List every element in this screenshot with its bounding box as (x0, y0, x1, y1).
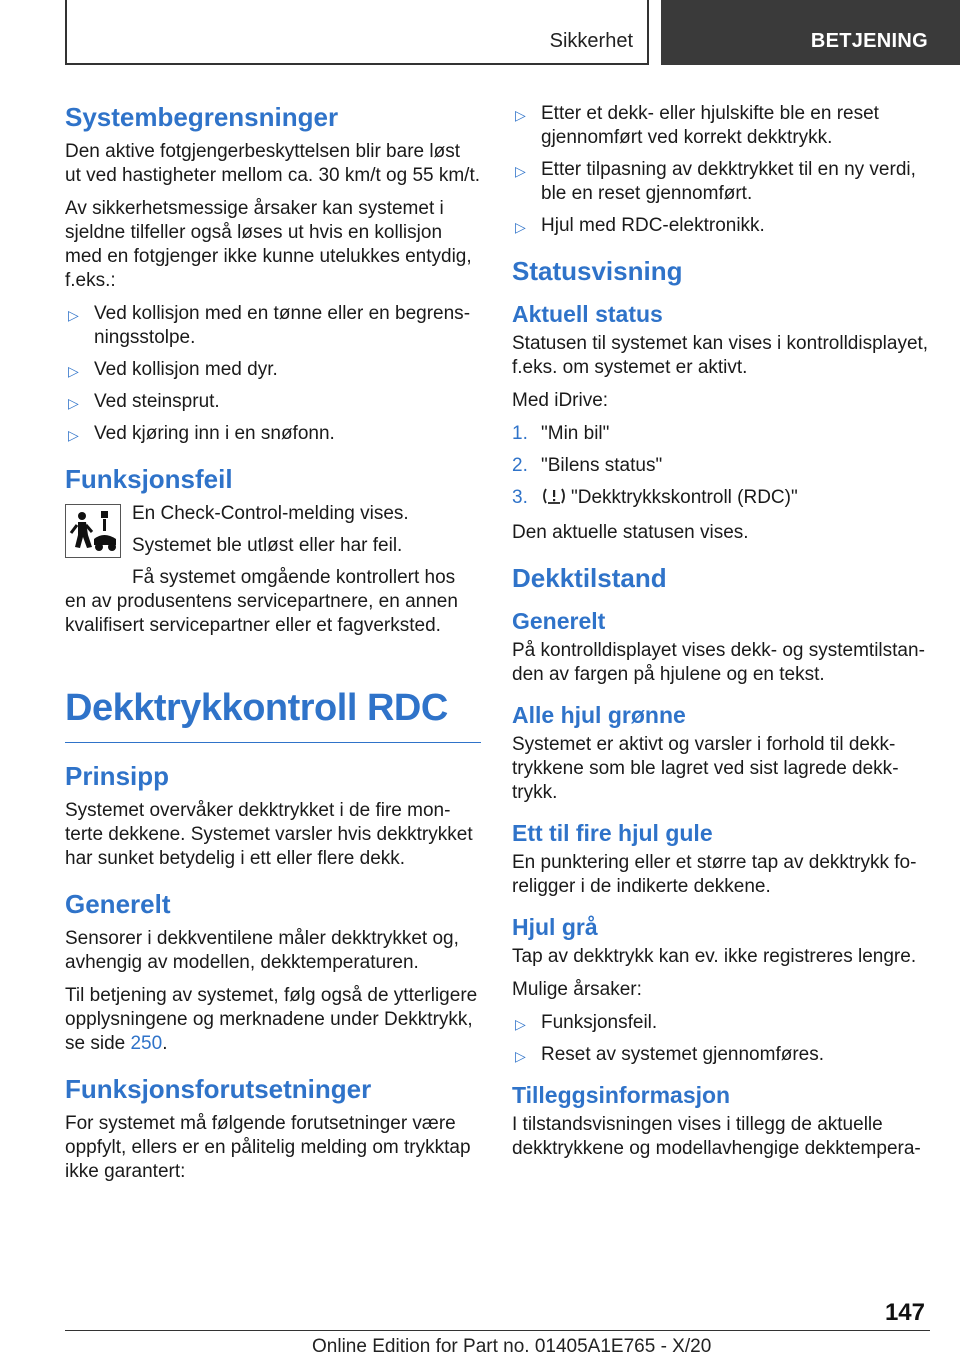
heading-funksjonsforutsetninger: Funksjonsforutsetninger (65, 1074, 372, 1104)
paragraph: Med iDrive: (512, 390, 609, 411)
malfunction-block (65, 502, 481, 638)
header-chapter-tab (661, 0, 960, 65)
list-item: ▷ Ved kollisjon med en tønne eller en begrensningsstolpe. (68, 303, 471, 348)
footer-divider (65, 1330, 930, 1331)
heading-prinsipp: Prinsipp (65, 761, 170, 791)
list-item: ▷ Etter et dekk- eller hjulskifte ble en reset gjennomført ved korrekt dekktrykk. (515, 103, 879, 148)
left-column (65, 102, 481, 1193)
list-item: ▷ Etter tilpasning av dekktrykket til en ny verdi, ble en reset gjennomført. (515, 159, 916, 204)
triangle-right-icon: ▷ (68, 395, 79, 411)
heading-systembegrensninger: Systembegrensninger (65, 102, 339, 132)
tire-pressure-icon (541, 486, 567, 513)
paragraph: Den aktuelle statusen vises. (512, 522, 749, 543)
header-section-box (65, 0, 649, 65)
list-item: ▷ Reset av systemet gjennomføres. (512, 1043, 930, 1067)
list-item: ▷ Ved kjøring inn i en snøfonn. (65, 422, 481, 446)
paragraph: I tilstandsvisningen vises i tillegg de aktuelle dekktrykkene og modellavhengige dekktempera- (512, 1114, 921, 1159)
triangle-right-icon: ▷ (68, 307, 79, 323)
paragraph: På kontrolldisplayet vises dekk- og systemtilstanden av fargen på hjulene og en tekst. (512, 640, 925, 685)
triangle-right-icon: ▷ (515, 1016, 526, 1032)
heading-generelt: Generelt (512, 608, 606, 634)
paragraph: Tap av dekktrykk kan ev. ikke registreres lengre. (512, 946, 917, 967)
triangle-right-icon: ▷ (68, 363, 79, 379)
malfunction-line: En Check-Control-melding vises. (132, 503, 409, 524)
triangle-right-icon: ▷ (515, 163, 526, 179)
header-section-title: Sikkerhet (549, 30, 633, 52)
right-column (512, 102, 930, 1170)
paragraph: En punktering eller et større tap av dekktrykk foreligger i de indikerte dekkene. (512, 852, 917, 897)
bullet-list (512, 102, 930, 238)
paragraph: Av sikkerhetsmessige årsaker kan systemet i sjeldne tilfeller også løses ut hvis en kollisjon med en fotgjenger ikke kunne utelukkes entydig, f.eks.: (65, 198, 472, 291)
paragraph: Systemet er aktivt og varsler i forhold til dekktrykkene som ble lagret ved sist lagrede dekktrykk. (512, 734, 899, 803)
list-item: ▷ Ved kollisjon med dyr. (65, 358, 481, 382)
heading-statusvisning: Statusvisning (512, 256, 683, 286)
list-item: 3. "Dekktrykkskontroll (RDC)" (512, 486, 930, 513)
triangle-right-icon: ▷ (515, 1048, 526, 1064)
paragraph: Mulige årsaker: (512, 979, 642, 1000)
list-item: 2. "Bilens status" (512, 455, 663, 476)
triangle-right-icon: ▷ (68, 427, 79, 443)
heading-hjul-gra: Hjul grå (512, 914, 598, 940)
step-list (512, 422, 930, 513)
heading-ett-til-fire-hjul-gule: Ett til fire hjul gule (512, 820, 713, 846)
bullet-list (65, 302, 481, 446)
malfunction-line: Få systemet omgående kontrollert hos en av produsentens servicepartnere, en annen kvalifisert servicepartner eller et fagverksted. (65, 567, 458, 636)
heading-generelt: Generelt (65, 889, 171, 919)
heading-aktuell-status: Aktuell status (512, 301, 663, 327)
heading-tilleggsinformasjon: Tilleggsinformasjon (512, 1082, 731, 1108)
heading-alle-hjul-gronne: Alle hjul grønne (512, 702, 686, 728)
paragraph: Sensorer i dekkventilene måler dekktrykket og, avhengig av modellen, dekktemperaturen. (65, 928, 459, 973)
header-chapter-title: BETJENING (810, 30, 928, 52)
list-item: ▷ Funksjonsfeil. (512, 1011, 930, 1035)
triangle-right-icon: ▷ (515, 107, 526, 123)
list-item: ▷ Ved steinsprut. (65, 390, 481, 414)
footer-edition: Online Edition for Part no. 01405A1E765 - X/20 (312, 1336, 712, 1357)
heading-dekktilstand: Dekktilstand (512, 563, 667, 593)
heading-funksjonsfeil: Funksjonsfeil (65, 464, 233, 494)
list-item: 1. "Min bil" (512, 423, 610, 444)
triangle-right-icon: ▷ (515, 219, 526, 235)
page-reference-link[interactable]: 250 (130, 1033, 163, 1054)
paragraph: Den aktive fotgjengerbeskyttelsen blir bare løst ut ved hastigheter mellom ca. 30 km/t og 55 km/t. (65, 141, 481, 186)
paragraph: Til betjening av systemet, følg også de ytterligere opplysningene og merknadene under Dekktrykk, se side 250. (65, 985, 478, 1054)
pedestrian-protection-warning-icon (65, 504, 121, 558)
bullet-list (512, 1011, 930, 1067)
page-number: 147 (884, 1299, 925, 1326)
chapter-heading-dekktrykkontroll: Dekktrykkontroll RDC (65, 684, 481, 743)
paragraph: Systemet overvåker dekktrykket i de fire monterte dekkene. Systemet varsler hvis dekktrykket har sunket betydelig i ett eller flere dekk. (65, 800, 473, 869)
malfunction-line: Systemet ble utløst eller har feil. (132, 535, 403, 556)
list-item: ▷ Hjul med RDC-elektronikk. (512, 214, 930, 238)
paragraph: For systemet må følgende forutsetninger være oppfylt, ellers er en pålitelig melding om trykktap ikke garantert: (65, 1113, 471, 1182)
paragraph: Statusen til systemet kan vises i kontrolldisplayet, f.eks. om systemet er aktivt. (512, 333, 929, 378)
